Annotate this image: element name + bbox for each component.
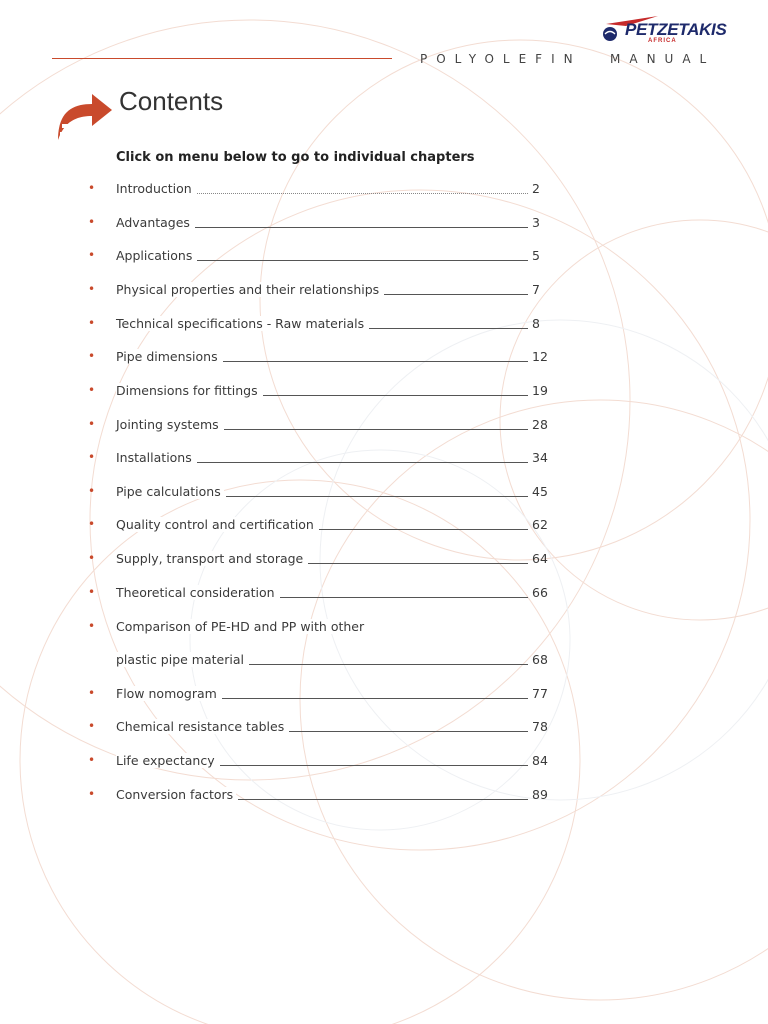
toc-item-label: Introduction bbox=[116, 181, 195, 196]
toc-item[interactable] bbox=[88, 215, 558, 237]
toc-leader-line bbox=[384, 294, 528, 295]
toc-item-label: Advantages bbox=[116, 215, 193, 230]
toc-item-label: Life expectancy bbox=[116, 753, 218, 768]
header-rule bbox=[52, 58, 392, 59]
toc-item[interactable] bbox=[88, 450, 558, 472]
toc-item[interactable] bbox=[88, 719, 558, 741]
toc-leader-line bbox=[308, 563, 528, 564]
toc-item-page: 68 bbox=[532, 652, 548, 667]
bullet-icon: • bbox=[88, 215, 96, 229]
bullet-icon: • bbox=[88, 316, 96, 330]
toc-item-page: 89 bbox=[532, 787, 548, 802]
toc-item-label: Flow nomogram bbox=[116, 686, 220, 701]
toc-item-label: Jointing systems bbox=[116, 417, 222, 432]
bullet-icon: • bbox=[88, 282, 96, 296]
toc-item-page: 12 bbox=[532, 349, 548, 364]
instruction-text: Click on menu below to go to individual chapters bbox=[116, 150, 475, 165]
toc-item[interactable] bbox=[88, 753, 558, 775]
toc-item-label: Applications bbox=[116, 248, 195, 263]
toc-item-label: Installations bbox=[116, 450, 195, 465]
toc-item-label: Chemical resistance tables bbox=[116, 719, 287, 734]
bullet-icon: • bbox=[88, 450, 96, 464]
toc-leader-line bbox=[238, 799, 528, 800]
toc-leader-line bbox=[223, 361, 528, 362]
toc-leader-line bbox=[197, 193, 528, 194]
bullet-icon: • bbox=[88, 753, 96, 767]
header-title: POLYOLEFIN bbox=[420, 52, 582, 66]
toc-leader-line bbox=[369, 328, 528, 329]
toc-item-label: Physical properties and their relationships bbox=[116, 282, 382, 297]
bullet-icon: • bbox=[88, 585, 96, 599]
toc-leader-line bbox=[263, 395, 528, 396]
toc-item-page: 77 bbox=[532, 686, 548, 701]
toc-item[interactable] bbox=[88, 787, 558, 809]
bullet-icon: • bbox=[88, 248, 96, 262]
toc-item-page: 64 bbox=[532, 551, 548, 566]
toc-item[interactable] bbox=[88, 417, 558, 439]
bullet-icon: • bbox=[88, 349, 96, 363]
bullet-icon: • bbox=[88, 719, 96, 733]
toc-item[interactable] bbox=[88, 248, 558, 270]
toc-item[interactable] bbox=[88, 282, 558, 304]
toc-item-page: 8 bbox=[532, 316, 540, 331]
toc-item[interactable] bbox=[88, 585, 558, 607]
header-manual: MANUAL bbox=[610, 52, 716, 66]
toc-leader-line bbox=[280, 597, 528, 598]
logo-text: PETZETAKIS bbox=[625, 20, 727, 39]
toc-item-label: plastic pipe material bbox=[116, 652, 247, 667]
toc-item-page: 19 bbox=[532, 383, 548, 398]
toc-item-label: Comparison of PE-HD and PP with other bbox=[116, 619, 367, 634]
toc-leader-line bbox=[197, 260, 528, 261]
toc-leader-line bbox=[222, 698, 528, 699]
toc-leader-line bbox=[224, 429, 528, 430]
toc-item-page: 45 bbox=[532, 484, 548, 499]
toc-item[interactable] bbox=[88, 517, 558, 539]
toc-item-label: Supply, transport and storage bbox=[116, 551, 306, 566]
toc-item-label: Pipe dimensions bbox=[116, 349, 221, 364]
toc-item-label: Quality control and certification bbox=[116, 517, 317, 532]
toc-item-page: 5 bbox=[532, 248, 540, 263]
toc-item-label: Conversion factors bbox=[116, 787, 236, 802]
toc-item[interactable] bbox=[88, 349, 558, 371]
toc-item-page: 7 bbox=[532, 282, 540, 297]
toc-item-page: 2 bbox=[532, 181, 540, 196]
toc-item-page: 78 bbox=[532, 719, 548, 734]
toc-leader-line bbox=[289, 731, 528, 732]
toc-leader-line bbox=[197, 462, 528, 463]
toc-item[interactable] bbox=[88, 181, 558, 203]
toc-item[interactable] bbox=[88, 652, 558, 674]
toc-leader-line bbox=[249, 664, 528, 665]
bullet-icon: • bbox=[88, 417, 96, 431]
toc-leader-line bbox=[220, 765, 528, 766]
bullet-icon: • bbox=[88, 517, 96, 531]
toc-item-label: Theoretical consideration bbox=[116, 585, 278, 600]
toc-leader-line bbox=[195, 227, 528, 228]
toc-leader-line bbox=[226, 496, 528, 497]
bullet-icon: • bbox=[88, 787, 96, 801]
toc-item[interactable] bbox=[88, 686, 558, 708]
bullet-icon: • bbox=[88, 686, 96, 700]
toc-item[interactable] bbox=[88, 619, 558, 641]
toc-item-label: Technical specifications - Raw materials bbox=[116, 316, 367, 331]
toc-item-page: 84 bbox=[532, 753, 548, 768]
toc-item-page: 3 bbox=[532, 215, 540, 230]
bullet-icon: • bbox=[88, 619, 96, 633]
logo-subtext: AFRICA bbox=[648, 38, 677, 44]
bullet-icon: • bbox=[88, 181, 96, 195]
contents-arrow-icon bbox=[54, 90, 114, 142]
toc-leader-line bbox=[319, 529, 528, 530]
toc-item-page: 28 bbox=[532, 417, 548, 432]
toc-item-page: 66 bbox=[532, 585, 548, 600]
bullet-icon: • bbox=[88, 551, 96, 565]
toc-item[interactable] bbox=[88, 316, 558, 338]
toc-item-label: Dimensions for fittings bbox=[116, 383, 261, 398]
toc-item[interactable] bbox=[88, 551, 558, 573]
bullet-icon: • bbox=[88, 383, 96, 397]
bullet-icon: • bbox=[88, 484, 96, 498]
toc-item-page: 62 bbox=[532, 517, 548, 532]
toc-item[interactable] bbox=[88, 383, 558, 405]
page-title: Contents bbox=[119, 86, 224, 116]
toc-item-label: Pipe calculations bbox=[116, 484, 224, 499]
toc-item[interactable] bbox=[88, 484, 558, 506]
toc-item-page: 34 bbox=[532, 450, 548, 465]
